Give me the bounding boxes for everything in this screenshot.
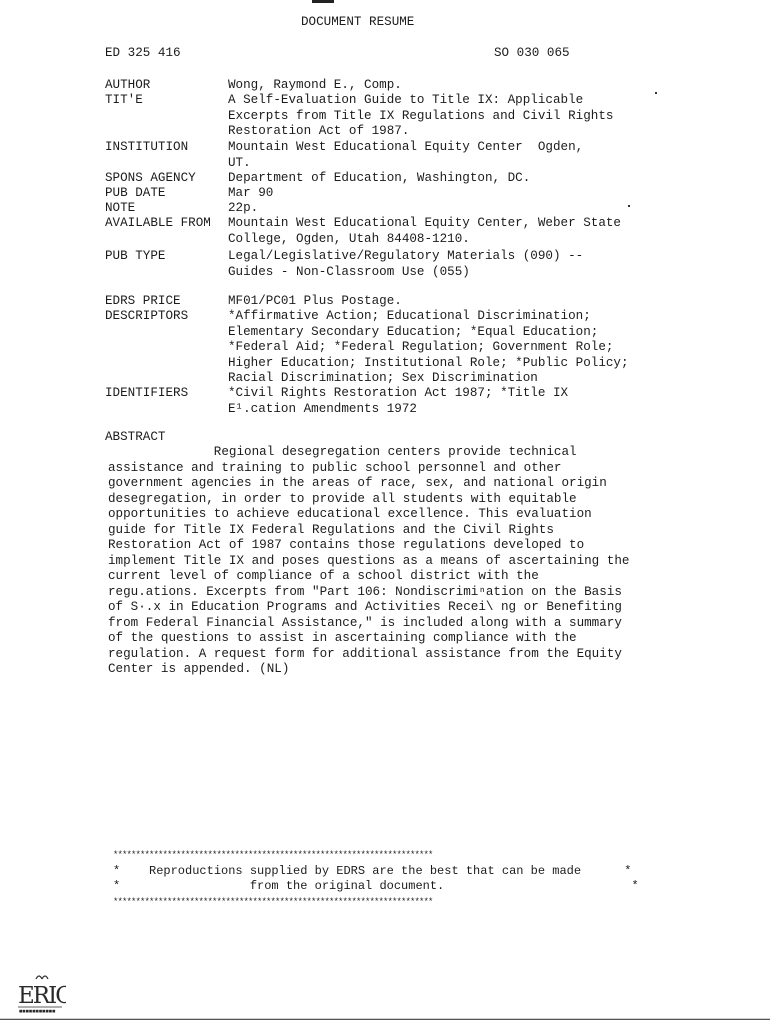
notice-line: * from the original document. * [113, 879, 639, 893]
field-value [228, 140, 658, 171]
field-value-line: E¹.cation Amendments 1972 [228, 401, 417, 416]
abstract-line: opportunities to achieve educational excellence. This evaluation [108, 507, 592, 521]
field-value-line: Wong, Raymond E., Comp. [228, 78, 402, 92]
field-value-line: MF01/PC01 Plus Postage. [228, 294, 402, 308]
field-value [228, 78, 658, 94]
field-value [228, 171, 658, 187]
abstract-line: assistance and training to public school personnel and other [108, 460, 562, 475]
abstract-line: regu.ations. Excerpts from "Part 106: Nondiscrimiⁿation on the Basis [108, 584, 622, 599]
abstract-line: Restoration Act of 1987 contains those regulations developed to [108, 538, 585, 552]
field-value-line: *Federal Aid; *Federal Regulation; Government Role; [228, 340, 614, 354]
scan-mark [312, 0, 334, 3]
field-label: PUB TYPE [105, 249, 166, 263]
field-value-line: Department of Education, Washington, DC. [228, 171, 531, 185]
field-value [228, 386, 658, 417]
field-value-line: *Civil Rights Restoration Act 1987; *Title IX [228, 386, 569, 400]
field-value-line: College, Ogden, Utah 84408-1210. [228, 231, 470, 246]
field-label: NOTE [105, 201, 136, 215]
field-value [228, 249, 658, 280]
abstract-line: from Federal Financial Assistance," is included along with a summary [108, 615, 622, 630]
field-value-line: A Self-Evaluation Guide to Title IX: Applicable [228, 93, 584, 107]
field-value-line: Mountain West Educational Equity Center Ogden, [228, 140, 584, 154]
abstract-body [108, 445, 668, 678]
field-value-line: Excerpts from Title IX Regulations and Civil Rights [228, 108, 614, 123]
abstract-line: implement Title IX and poses questions as a means of ascertaining the [108, 553, 630, 568]
field-label: AUTHOR [105, 78, 151, 92]
star-border-top: *********************************************************************** [113, 850, 433, 860]
field-value-line: Legal/Legislative/Regulatory Materials (090) -- [228, 249, 584, 263]
field-value-line: Mountain West Educational Equity Center, Weber State [228, 216, 621, 230]
field-value-line: Guides - Non-Classroom Use (055) [228, 264, 470, 279]
abstract-line: desegregation, in order to provide all students with equitable [108, 491, 577, 506]
abstract-line: current level of compliance of a school district with the [108, 569, 539, 583]
ed-number: ED 325 416 [105, 46, 181, 60]
field-value [228, 186, 658, 202]
field-label: DESCRIPTORS [105, 309, 189, 323]
so-number: SO 030 065 [494, 46, 570, 60]
field-value [228, 309, 658, 387]
field-label: PUB DATE [105, 186, 166, 200]
field-value [228, 294, 658, 310]
abstract-line: regulation. A request form for additional assistance from the Equity [108, 646, 622, 661]
document-title: DOCUMENT RESUME [301, 15, 415, 29]
svg-text:■■■■■■■■■■■: ■■■■■■■■■■■ [19, 1009, 56, 1013]
abstract-line: of the questions to assist in ascertaining compliance with the [108, 631, 577, 645]
bottom-rule [0, 1019, 770, 1020]
field-value-line: Elementary Secondary Education; *Equal Education; [228, 324, 599, 339]
field-label: AVAILABLE FROM [105, 216, 211, 230]
eric-logo [16, 965, 66, 1015]
field-label: EDRS PRICE [105, 294, 181, 308]
abstract-line: government agencies in the areas of race, sex, and national origin [108, 476, 607, 490]
abstract-heading: ABSTRACT [105, 430, 166, 444]
abstract-line: Center is appended. (NL) [108, 662, 290, 676]
field-value-line: *Affirmative Action; Educational Discrimination; [228, 309, 591, 323]
field-value-line: Restoration Act of 1987. [228, 124, 410, 138]
abstract-line: Regional desegregation centers provide technical [108, 445, 577, 459]
field-value-line: Mar 90 [228, 186, 274, 200]
field-label: SPONS AGENCY [105, 171, 196, 185]
star-border-bottom: *********************************************************************** [113, 896, 433, 907]
field-label: INSTITUTION [105, 140, 189, 154]
abstract-line: guide for Title IX Federal Regulations and the Civil Rights [108, 522, 554, 537]
notice-line: * Reproductions supplied by EDRS are the best that can be made * [113, 863, 632, 878]
field-value [228, 201, 658, 217]
field-value-line: Racial Discrimination; Sex Discrimination [228, 371, 538, 385]
field-value-line: Higher Education; Institutional Role; *Public Policy; [228, 355, 629, 370]
field-value-line: 22p. [228, 201, 259, 215]
field-label: TIT'E [105, 93, 143, 107]
svg-text:ERIC: ERIC [18, 983, 66, 1009]
abstract-line: of S·.x in Education Programs and Activities Recei\ ng or Benefiting [108, 600, 622, 614]
field-value-line: UT. [228, 155, 251, 170]
reproduction-notice [113, 848, 653, 910]
eric-logo-icon [16, 965, 66, 1015]
field-value [228, 93, 658, 140]
field-value [228, 216, 658, 247]
field-label: IDENTIFIERS [105, 386, 189, 400]
